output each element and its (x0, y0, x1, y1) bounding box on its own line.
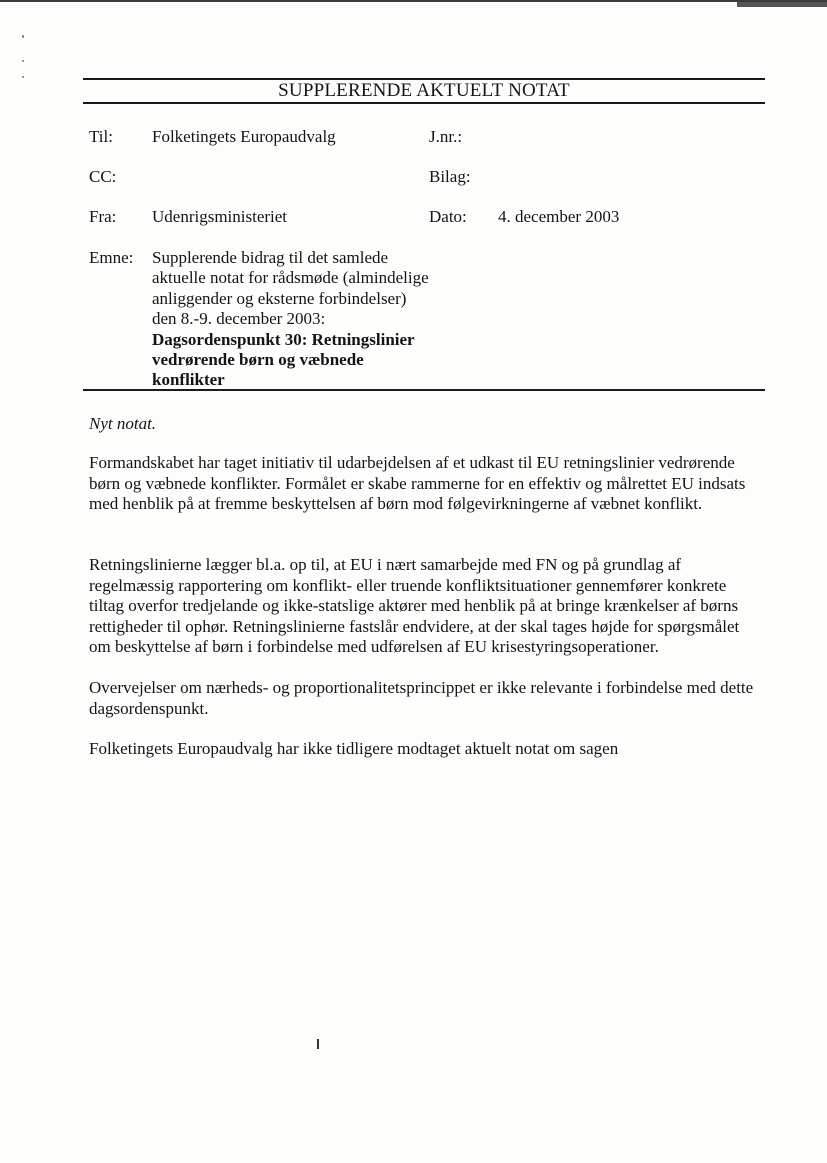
scan-top-edge (0, 0, 827, 2)
note-label: Nyt notat. (89, 414, 157, 433)
from-value: Udenrigsministeriet (152, 207, 288, 226)
date-value: 4. december 2003 (498, 207, 620, 226)
scan-mark (317, 1039, 319, 1049)
scan-speck (22, 35, 24, 38)
to-label: Til: (89, 127, 113, 146)
scan-speck (22, 76, 24, 78)
scan-speck (22, 60, 24, 62)
body-paragraph: Folketingets Europaudvalg har ikke tidligere modtaget aktuelt notat om sagen (89, 739, 619, 758)
date-label: Dato: (429, 207, 467, 226)
scan-corner-shadow (737, 2, 827, 7)
attachment-label: Bilag: (429, 167, 471, 186)
from-label: Fra: (89, 207, 117, 226)
body-paragraph: Retningslinierne lægger bl.a. op til, at EU i nært samarbejde med FN og på grundlag af regelmæssig rapportering om konflikt- eller truende konfliktsituationer gennemfører konkrete tiltag overfor tredjelande og ikke-statslige aktører med henblik på at bringe krænkelser af børns rettigheder til ophør. Retningslinierne fastslår endvidere, at der skal tages højde for spørgsmålet om beskyttelse af børn i forbindelse med udførelsen af EU krisestyringsoperationer. (89, 555, 740, 657)
cc-label: CC: (89, 167, 117, 186)
subject-value (152, 248, 432, 391)
to-value: Folketingets Europaudvalg (152, 127, 336, 146)
journal-number-label: J.nr.: (429, 127, 463, 146)
subject-text: Supplerende bidrag til det samlede aktuelle notat for rådsmøde (almindelige anliggender og eksterne forbindelser) den 8.-9. december 2003: (152, 248, 429, 329)
meta-bottom-rule (83, 389, 765, 391)
subject-label: Emne: (89, 248, 134, 267)
body-paragraph: Overvejelser om nærheds- og proportionalitetsprincippet er ikke relevante i forbindelse med dette dagsordenspunkt. (89, 678, 754, 718)
subject-agenda-item: Dagsordenspunkt 30: Retningslinier vedrørende børn og væbnede konflikter (152, 329, 415, 390)
body-paragraph: Formandskabet har taget initiativ til udarbejdelsen af et udkast til EU retningslinier vedrørende børn og væbnede konflikter. Formålet er skabe rammerne for en effektiv og målrettet EU indsats med henblik på at fremme beskyttelsen af børn mod følgevirkningerne af væbnet konflikt. (89, 453, 746, 514)
header-bottom-rule (83, 102, 765, 104)
document-title: SUPPLERENDE AKTUELT NOTAT (278, 80, 570, 101)
